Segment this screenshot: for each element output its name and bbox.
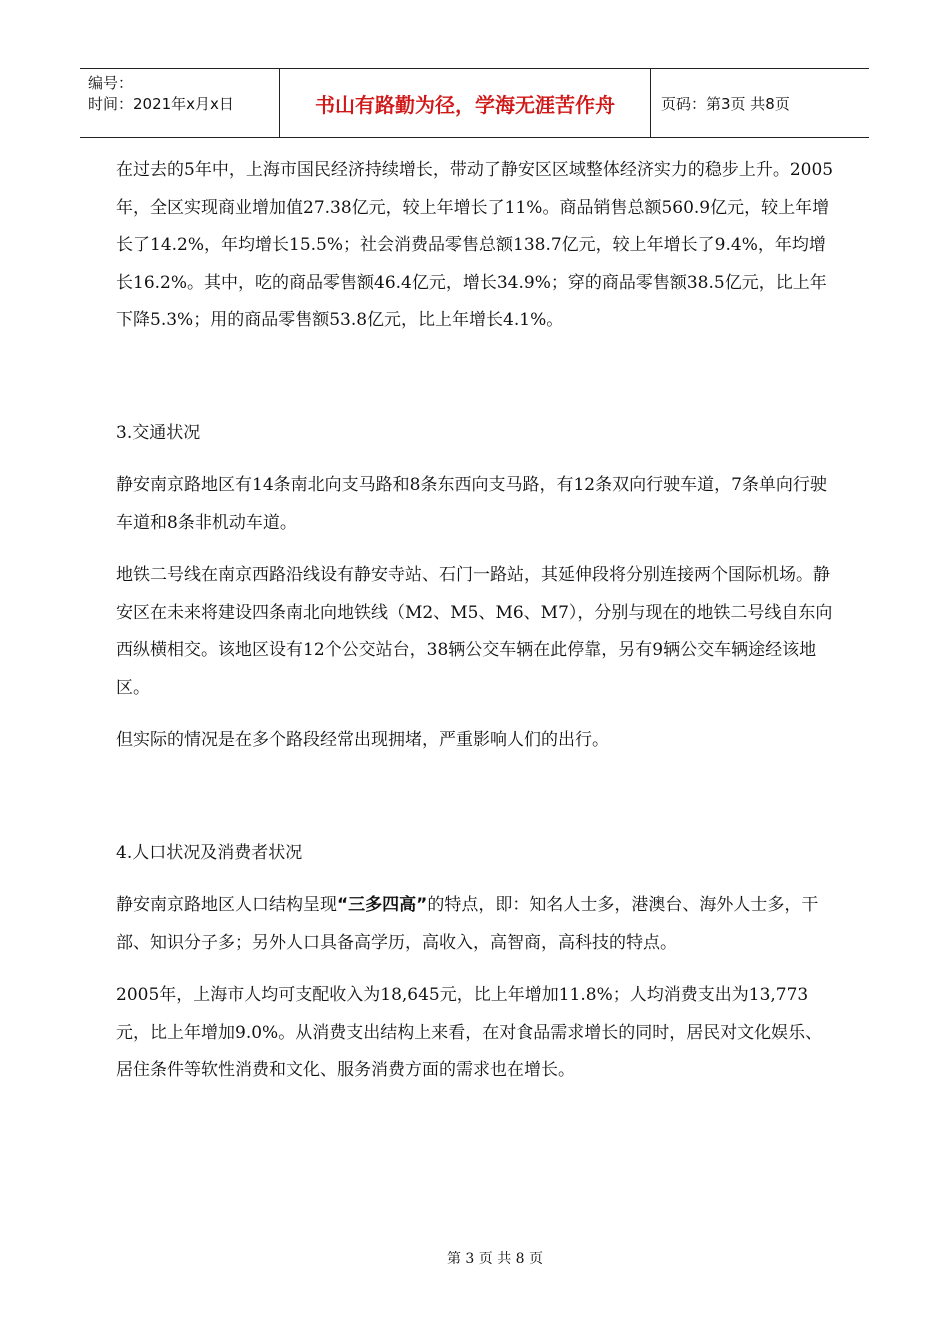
- population-highlight: “三多四高”: [337, 895, 428, 915]
- header-motto: 书山有路勤为径，学海无涯苦作舟: [280, 69, 651, 137]
- paragraph-metro: 地铁二号线在南京西路沿线设有静安寺站、石门一路站，其延伸段将分别连接两个国际机场。静安区在未来将建设四条南北向地铁线（M2、M5、M6、M7），分别与现在的地铁二号线自东向西纵横相交。该地区设有12个公交站台，38辆公交车辆在此停靠，另有9辆公交车辆途经该地区。: [116, 565, 833, 698]
- population-text-post: 的特点，即：知名人士多，港澳台、海外人士多，干部、知识分子多；另外人口具备高学历，高收入，高智商，高科技的特点。: [116, 895, 819, 953]
- footer-page-number: 第 3 页 共 8 页: [446, 1251, 544, 1267]
- paragraph-roads: 静安南京路地区有14条南北向支马路和8条东西向支马路，有12条双向行驶车道，7条单向行驶车道和8条非机动车道。: [116, 475, 827, 533]
- page-header: [80, 68, 869, 138]
- header-page-label: 页码：第3页 共8页: [661, 94, 790, 113]
- paragraph-economy: 在过去的5年中，上海市国民经济持续增长，带动了静安区区域整体经济实力的稳步上升。2005年，全区实现商业增加值27.38亿元，较上年增长了11%。商品销售总额560.9亿元，较上年增长了14.2%，年均增长15.5%；社会消费品零售总额138.7亿元，较上年增长了9.4%，年均增长16.2%。其中，吃的商品零售额46.4亿元，增长34.9%；穿的商品零售额38.5亿元，比上年下降5.3%；用的商品零售额53.8亿元，比上年增长4.1%。: [116, 160, 834, 330]
- paragraph-congestion: 但实际的情况是在多个路段经常出现拥堵，严重影响人们的出行。: [116, 730, 609, 750]
- document-time-label: 时间：2021年x月x日: [88, 95, 234, 113]
- section-heading-population: 4.人口状况及消费者状况: [116, 842, 303, 863]
- document-body: [116, 152, 836, 1090]
- header-meta: [80, 69, 280, 137]
- page-footer: [0, 1248, 950, 1268]
- section-heading-traffic: 3.交通状况: [116, 422, 201, 443]
- paragraph-population: [116, 887, 836, 962]
- paragraph-income: 2005年，上海市人均可支配收入为18,645元，比上年增加11.8%；人均消费支出为13,773元，比上年增加9.0%。从消费支出结构上来看，在对食品需求增长的同时，居民对文化娱乐、居住条件等软性消费和文化、服务消费方面的需求也在增长。: [116, 985, 823, 1080]
- population-text-pre: 静安南京路地区人口结构呈现: [116, 895, 337, 915]
- document-number-label: 编号：: [88, 74, 134, 92]
